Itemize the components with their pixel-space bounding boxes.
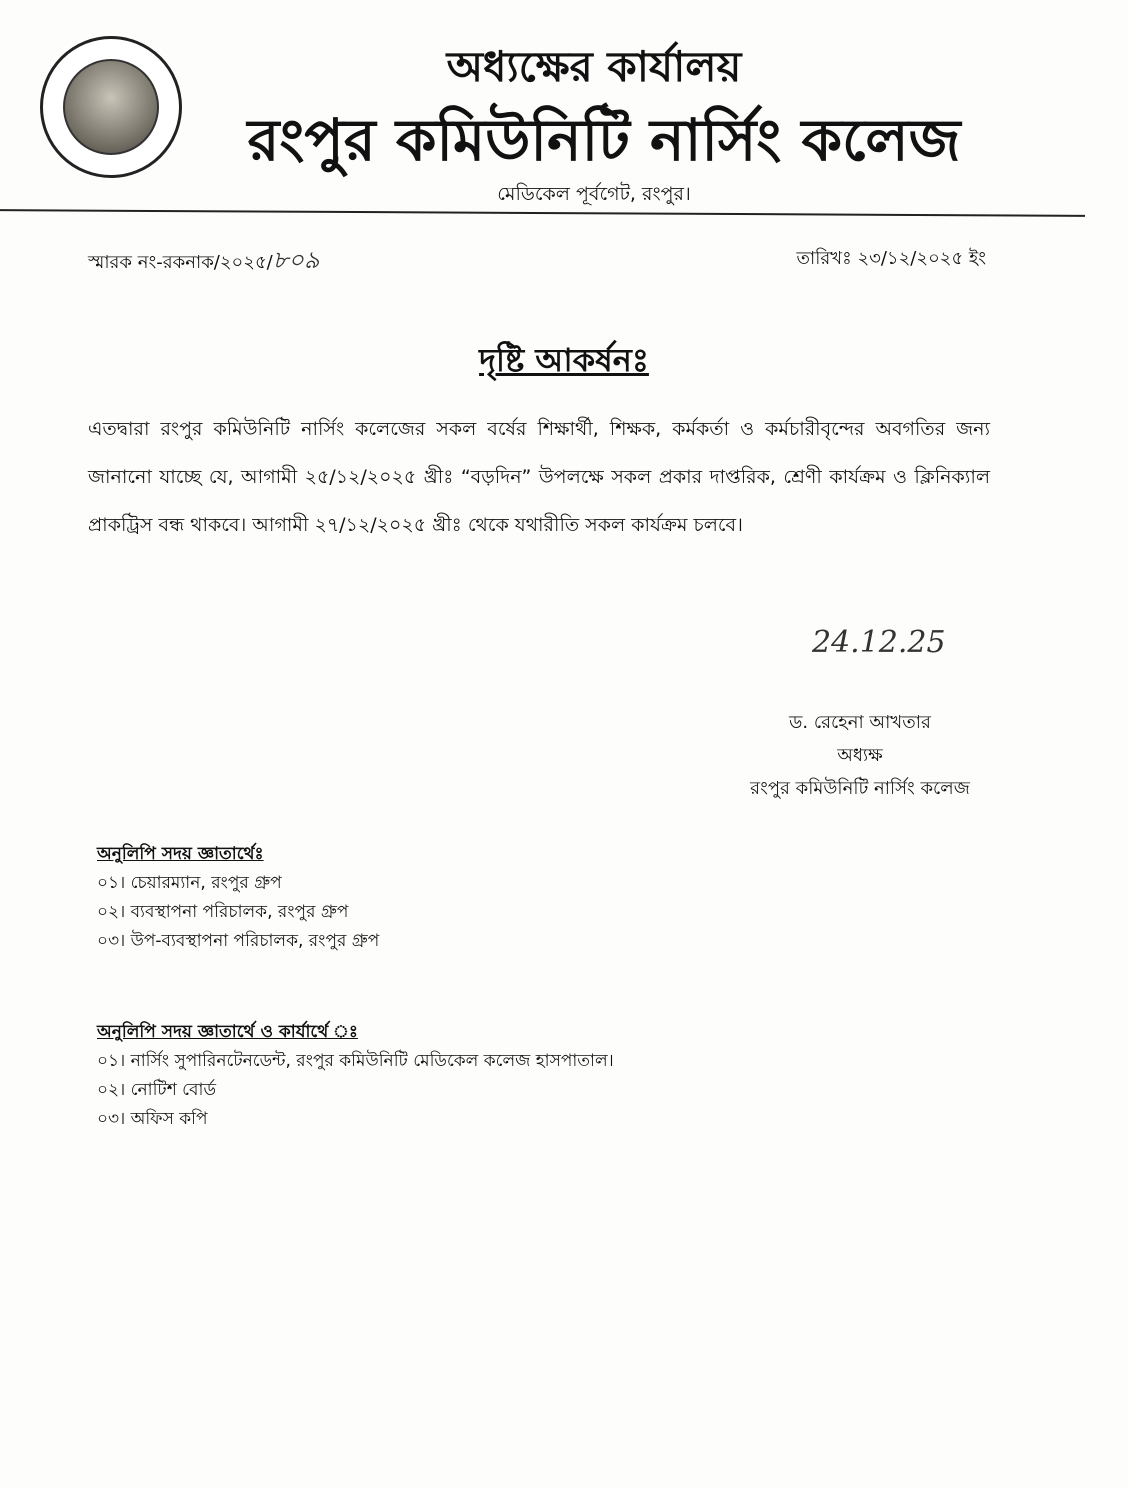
cc-action-heading: অনুলিপি সদয় জ্ঞাতার্থে ও কার্যার্থে ঃ [97,1022,358,1042]
list-item: ০৩। অফিস কপি [97,1109,208,1129]
signatory-name: ড. রেহেনা আখতার [789,712,931,733]
memo-handwritten-number: ৮০৯ [272,246,320,274]
signatory-institution: রংপুর কমিউনিটি নার্সিং কলেজ [750,778,970,799]
signatory-designation: অধ্যক্ষ [837,745,883,766]
notice-body: এতদ্বারা রংপুর কমিউনিটি নার্সিং কলেজের সকল বর্ষের শিক্ষার্থী, শিক্ষক, কর্মকর্তা ও কর্মচারীবৃন্দের অবগতির জন্য জানানো যাচ্ছে যে, আগামী ২৫/১২/২০২৫ খ্রীঃ “বড়দিন” উপলক্ষে সকল প্রকার দাপ্তরিক, শ্রেণী কার্যক্রম ও ক্লিনিক্যাল প্রাকট্রিস বন্ধ থাকবে। আগামী ২৭/১২/২০২৫ খ্রীঃ থেকে যথারীতি সকল কার্যক্রম চলবে। [88,418,990,536]
list-item: ০১। নার্সিং সুপারিনটেনডেন্ট, রংপুর কমিউনিটি মেডিকেল কলেজ হাসপাতাল। [97,1051,614,1071]
notice-title: দৃষ্টি আকর্ষনঃ [479,341,649,379]
office-title: অধ্যক্ষের কার্যালয় [446,42,742,91]
address: মেডিকেল পূর্বগেট, রংপুর। [497,183,691,205]
list-item: ০২। ব্যবস্থাপনা পরিচালক, রংপুর গ্রুপ [97,902,349,922]
cc-info-heading: অনুলিপি সদয় জ্ঞাতার্থেঃ [97,844,264,864]
memo-date: তারিখঃ ২৩/১২/২০২৫ ইং [796,248,986,269]
memo-number [88,242,319,282]
list-item: ০১। চেয়ারম্যান, রংপুর গ্রুপ [97,873,282,893]
cc-action-list [97,1018,614,1134]
college-name: রংপুর কমিউনিটি নার্সিং কলেজ [247,106,961,174]
cc-info-list [97,840,379,956]
memo-label: স্মারক নং-রকনাক/২০২৫/ [88,252,273,273]
handwritten-signature-date: 24.12.25 [812,625,946,660]
signature-block [700,706,1020,805]
list-item: ০৩। উপ-ব্যবস্থাপনা পরিচালক, রংপুর গ্রুপ [97,931,380,951]
list-item: ০২। নোটিশ বোর্ড [97,1080,216,1100]
